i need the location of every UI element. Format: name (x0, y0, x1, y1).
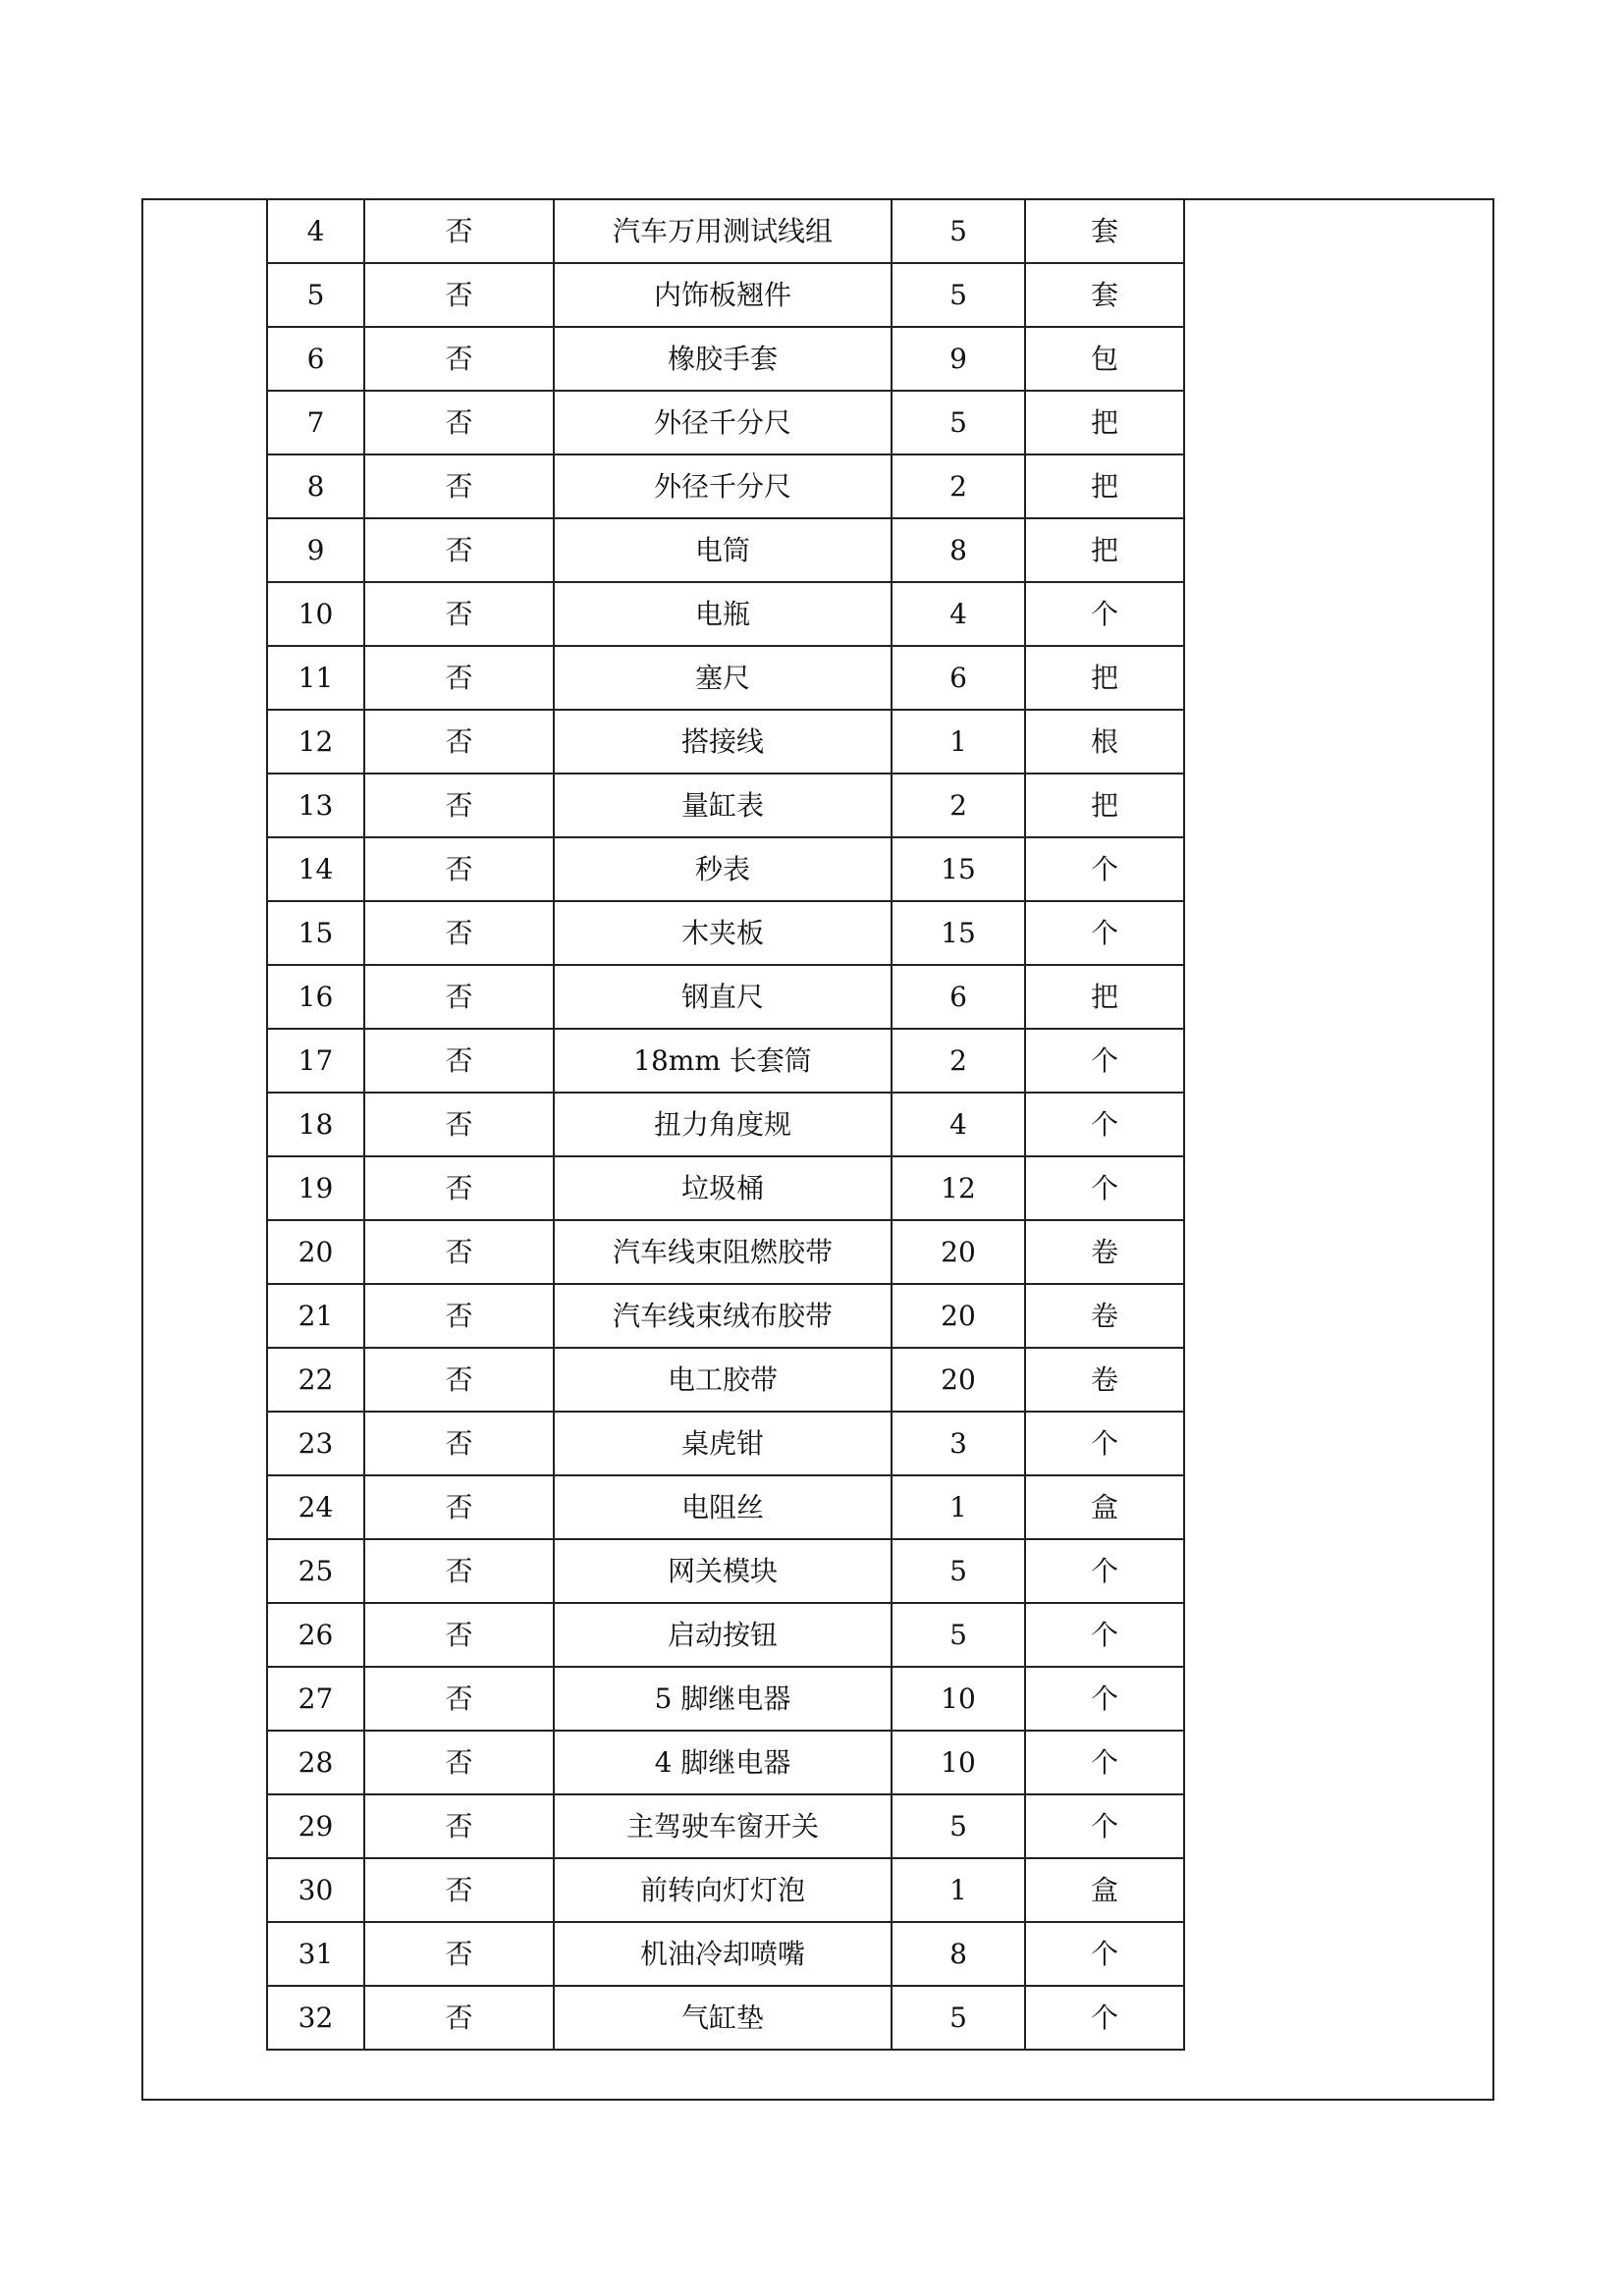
row-number-cell: 13 (267, 774, 364, 837)
quantity-cell: 20 (892, 1348, 1025, 1412)
row-number-cell: 14 (267, 837, 364, 901)
item-name-cell: 汽车万用测试线组 (554, 199, 892, 263)
row-number-cell: 9 (267, 518, 364, 582)
unit-cell: 个 (1025, 1603, 1184, 1667)
quantity-cell: 5 (892, 1539, 1025, 1603)
row-number-cell: 20 (267, 1220, 364, 1284)
row-number-cell: 31 (267, 1922, 364, 1986)
unit-cell: 个 (1025, 1922, 1184, 1986)
item-name-cell: 秒表 (554, 837, 892, 901)
row-number-cell: 17 (267, 1029, 364, 1093)
imported-flag-cell: 否 (364, 710, 554, 774)
imported-flag-cell: 否 (364, 1284, 554, 1348)
item-name-cell: 电阻丝 (554, 1475, 892, 1539)
unit-cell: 包 (1025, 327, 1184, 391)
imported-flag-cell: 否 (364, 1667, 554, 1731)
unit-cell: 套 (1025, 199, 1184, 263)
unit-cell: 把 (1025, 646, 1184, 710)
row-number-cell: 8 (267, 454, 364, 518)
quantity-cell: 1 (892, 1858, 1025, 1922)
table-row (267, 1412, 1184, 1475)
item-name-cell: 18mm 长套筒 (554, 1029, 892, 1093)
row-number-cell: 7 (267, 391, 364, 454)
quantity-cell: 5 (892, 199, 1025, 263)
unit-cell: 个 (1025, 1794, 1184, 1858)
imported-flag-cell: 否 (364, 1412, 554, 1475)
quantity-cell: 12 (892, 1156, 1025, 1220)
row-number-cell: 28 (267, 1731, 364, 1794)
table-row (267, 391, 1184, 454)
quantity-cell: 1 (892, 710, 1025, 774)
table-row (267, 965, 1184, 1029)
table-row (267, 327, 1184, 391)
quantity-cell: 20 (892, 1284, 1025, 1348)
row-number-cell: 6 (267, 327, 364, 391)
item-name-cell: 电瓶 (554, 582, 892, 646)
item-name-cell: 塞尺 (554, 646, 892, 710)
unit-cell: 个 (1025, 1731, 1184, 1794)
item-name-cell: 网关模块 (554, 1539, 892, 1603)
table-row (267, 1858, 1184, 1922)
item-name-cell: 量缸表 (554, 774, 892, 837)
unit-cell: 个 (1025, 582, 1184, 646)
item-name-cell: 汽车线束阻燃胶带 (554, 1220, 892, 1284)
item-name-cell: 汽车线束绒布胶带 (554, 1284, 892, 1348)
imported-flag-cell: 否 (364, 1539, 554, 1603)
imported-flag-cell: 否 (364, 391, 554, 454)
quantity-cell: 5 (892, 1986, 1025, 2050)
row-number-cell: 4 (267, 199, 364, 263)
table-body (267, 199, 1184, 2050)
imported-flag-cell: 否 (364, 1922, 554, 1986)
quantity-cell: 10 (892, 1731, 1025, 1794)
item-name-cell: 扭力角度规 (554, 1093, 892, 1156)
row-number-cell: 23 (267, 1412, 364, 1475)
item-name-cell: 机油冷却喷嘴 (554, 1922, 892, 1986)
item-name-cell: 钢直尺 (554, 965, 892, 1029)
imported-flag-cell: 否 (364, 518, 554, 582)
table-row (267, 1220, 1184, 1284)
row-number-cell: 19 (267, 1156, 364, 1220)
quantity-cell: 20 (892, 1220, 1025, 1284)
quantity-cell: 3 (892, 1412, 1025, 1475)
item-name-cell: 气缸垫 (554, 1986, 892, 2050)
item-name-cell: 电筒 (554, 518, 892, 582)
imported-flag-cell: 否 (364, 263, 554, 327)
table-row (267, 1731, 1184, 1794)
row-number-cell: 18 (267, 1093, 364, 1156)
quantity-cell: 15 (892, 837, 1025, 901)
quantity-cell: 9 (892, 327, 1025, 391)
quantity-cell: 4 (892, 1093, 1025, 1156)
imported-flag-cell: 否 (364, 774, 554, 837)
item-name-cell: 电工胶带 (554, 1348, 892, 1412)
row-number-cell: 12 (267, 710, 364, 774)
row-number-cell: 30 (267, 1858, 364, 1922)
item-name-cell: 橡胶手套 (554, 327, 892, 391)
row-number-cell: 5 (267, 263, 364, 327)
quantity-cell: 5 (892, 391, 1025, 454)
table-row (267, 1475, 1184, 1539)
table-row (267, 1284, 1184, 1348)
imported-flag-cell: 否 (364, 327, 554, 391)
quantity-cell: 15 (892, 901, 1025, 965)
table-row (267, 1093, 1184, 1156)
table-row (267, 1348, 1184, 1412)
table-row (267, 1794, 1184, 1858)
quantity-cell: 2 (892, 1029, 1025, 1093)
quantity-cell: 10 (892, 1667, 1025, 1731)
item-name-cell: 木夹板 (554, 901, 892, 965)
table-row (267, 901, 1184, 965)
table-row (267, 1156, 1184, 1220)
imported-flag-cell: 否 (364, 1093, 554, 1156)
table-row (267, 1986, 1184, 2050)
item-name-cell: 外径千分尺 (554, 391, 892, 454)
imported-flag-cell: 否 (364, 582, 554, 646)
item-name-cell: 主驾驶车窗开关 (554, 1794, 892, 1858)
imported-flag-cell: 否 (364, 1986, 554, 2050)
unit-cell: 卷 (1025, 1220, 1184, 1284)
quantity-cell: 6 (892, 965, 1025, 1029)
unit-cell: 个 (1025, 1986, 1184, 2050)
table-row (267, 1539, 1184, 1603)
unit-cell: 个 (1025, 901, 1184, 965)
table-row (267, 1029, 1184, 1093)
unit-cell: 个 (1025, 1156, 1184, 1220)
table-row (267, 710, 1184, 774)
item-name-cell: 搭接线 (554, 710, 892, 774)
unit-cell: 根 (1025, 710, 1184, 774)
imported-flag-cell: 否 (364, 199, 554, 263)
imported-flag-cell: 否 (364, 1858, 554, 1922)
row-number-cell: 26 (267, 1603, 364, 1667)
quantity-cell: 6 (892, 646, 1025, 710)
table-row (267, 646, 1184, 710)
row-number-cell: 22 (267, 1348, 364, 1412)
row-number-cell: 24 (267, 1475, 364, 1539)
unit-cell: 把 (1025, 454, 1184, 518)
item-name-cell: 5 脚继电器 (554, 1667, 892, 1731)
imported-flag-cell: 否 (364, 901, 554, 965)
item-name-cell: 内饰板翘件 (554, 263, 892, 327)
unit-cell: 卷 (1025, 1284, 1184, 1348)
table-row (267, 518, 1184, 582)
unit-cell: 个 (1025, 1667, 1184, 1731)
item-name-cell: 前转向灯灯泡 (554, 1858, 892, 1922)
item-name-cell: 垃圾桶 (554, 1156, 892, 1220)
imported-flag-cell: 否 (364, 1603, 554, 1667)
table-row (267, 1603, 1184, 1667)
table-row (267, 837, 1184, 901)
row-number-cell: 16 (267, 965, 364, 1029)
unit-cell: 个 (1025, 837, 1184, 901)
table-row (267, 199, 1184, 263)
imported-flag-cell: 否 (364, 1029, 554, 1093)
imported-flag-cell: 否 (364, 1156, 554, 1220)
table-row (267, 454, 1184, 518)
unit-cell: 个 (1025, 1029, 1184, 1093)
unit-cell: 把 (1025, 774, 1184, 837)
table-row (267, 774, 1184, 837)
row-number-cell: 11 (267, 646, 364, 710)
quantity-cell: 5 (892, 263, 1025, 327)
imported-flag-cell: 否 (364, 454, 554, 518)
unit-cell: 把 (1025, 965, 1184, 1029)
unit-cell: 套 (1025, 263, 1184, 327)
unit-cell: 个 (1025, 1093, 1184, 1156)
unit-cell: 个 (1025, 1412, 1184, 1475)
imported-flag-cell: 否 (364, 837, 554, 901)
unit-cell: 盒 (1025, 1475, 1184, 1539)
unit-cell: 把 (1025, 391, 1184, 454)
table-row (267, 263, 1184, 327)
table-row (267, 1667, 1184, 1731)
row-number-cell: 27 (267, 1667, 364, 1731)
quantity-cell: 8 (892, 518, 1025, 582)
quantity-cell: 2 (892, 454, 1025, 518)
imported-flag-cell: 否 (364, 1475, 554, 1539)
imported-flag-cell: 否 (364, 646, 554, 710)
imported-flag-cell: 否 (364, 965, 554, 1029)
quantity-cell: 5 (892, 1603, 1025, 1667)
row-number-cell: 25 (267, 1539, 364, 1603)
imported-flag-cell: 否 (364, 1348, 554, 1412)
unit-cell: 个 (1025, 1539, 1184, 1603)
unit-cell: 盒 (1025, 1858, 1184, 1922)
unit-cell: 把 (1025, 518, 1184, 582)
quantity-cell: 2 (892, 774, 1025, 837)
quantity-cell: 8 (892, 1922, 1025, 1986)
quantity-cell: 1 (892, 1475, 1025, 1539)
quantity-cell: 5 (892, 1794, 1025, 1858)
row-number-cell: 32 (267, 1986, 364, 2050)
table-row (267, 1922, 1184, 1986)
row-number-cell: 10 (267, 582, 364, 646)
item-name-cell: 桌虎钳 (554, 1412, 892, 1475)
quantity-cell: 4 (892, 582, 1025, 646)
item-name-cell: 外径千分尺 (554, 454, 892, 518)
row-number-cell: 29 (267, 1794, 364, 1858)
row-number-cell: 15 (267, 901, 364, 965)
imported-flag-cell: 否 (364, 1794, 554, 1858)
imported-flag-cell: 否 (364, 1220, 554, 1284)
table-row (267, 582, 1184, 646)
unit-cell: 卷 (1025, 1348, 1184, 1412)
equipment-list-table (266, 198, 1185, 2051)
row-number-cell: 21 (267, 1284, 364, 1348)
item-name-cell: 启动按钮 (554, 1603, 892, 1667)
item-name-cell: 4 脚继电器 (554, 1731, 892, 1794)
imported-flag-cell: 否 (364, 1731, 554, 1794)
